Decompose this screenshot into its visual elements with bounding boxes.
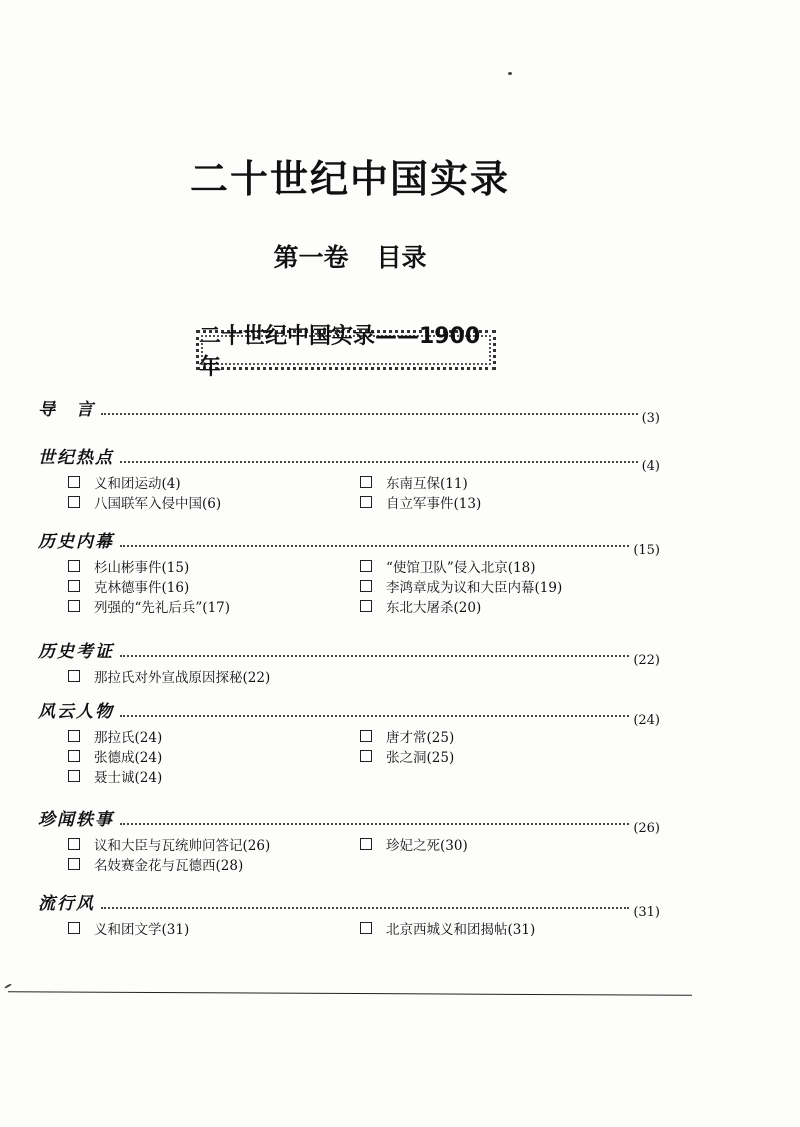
toc-section xyxy=(38,398,660,424)
section-page-number: (31) xyxy=(633,905,660,920)
toc-item[interactable] xyxy=(68,556,189,576)
toc-item[interactable] xyxy=(360,834,468,854)
checkbox-icon xyxy=(360,730,372,742)
toc-section-header[interactable] xyxy=(38,892,660,920)
checkbox-icon xyxy=(68,580,80,592)
toc-item-label: 义和团文学(31) xyxy=(94,922,190,938)
toc-section xyxy=(38,892,660,938)
section-page-number: (15) xyxy=(633,543,660,558)
toc-item-label: 列强的“先礼后兵”(17) xyxy=(94,600,231,616)
section-page-number: (26) xyxy=(633,821,660,836)
dot-leader xyxy=(120,655,629,657)
toc-item[interactable] xyxy=(360,492,481,512)
section-page-number: (22) xyxy=(633,653,660,668)
toc-item-label: 议和大臣与瓦统帅问答记(26) xyxy=(94,838,271,854)
dot-leader xyxy=(120,715,629,717)
toc-section xyxy=(38,530,660,616)
toc-item[interactable] xyxy=(360,726,454,746)
toc-section xyxy=(38,640,660,686)
checkbox-icon xyxy=(68,750,80,762)
checkbox-icon xyxy=(360,922,372,934)
toc-item-label: 杉山彬事件(15) xyxy=(94,560,190,576)
checkbox-icon xyxy=(68,770,80,782)
section-title: 珍闻轶事 xyxy=(38,810,114,830)
toc-section xyxy=(38,808,660,874)
checkbox-icon xyxy=(360,476,372,488)
toc-item[interactable] xyxy=(68,726,162,746)
toc-item-label: 东南互保(11) xyxy=(386,476,468,492)
checkbox-icon xyxy=(360,560,372,572)
toc-item[interactable] xyxy=(360,472,468,492)
scan-speck xyxy=(4,983,12,989)
checkbox-icon xyxy=(360,600,372,612)
toc-item[interactable] xyxy=(68,834,270,854)
toc-item[interactable] xyxy=(360,596,481,616)
checkbox-icon xyxy=(360,496,372,508)
dot-leader xyxy=(120,461,638,463)
section-title: 历史考证 xyxy=(38,642,114,662)
toc-item[interactable] xyxy=(68,918,189,938)
toc-item[interactable] xyxy=(68,766,162,786)
toc-item[interactable] xyxy=(68,576,189,596)
checkbox-icon xyxy=(68,858,80,870)
toc-item-label: 聂士诚(24) xyxy=(94,770,163,786)
checkbox-icon xyxy=(360,580,372,592)
toc-item-label: 那拉氏对外宣战原因探秘(22) xyxy=(94,670,271,686)
section-title: 历史内幕 xyxy=(38,532,114,552)
toc-item-label: 张之洞(25) xyxy=(386,750,455,766)
toc-item-label: 自立军事件(13) xyxy=(386,496,482,512)
toc-item[interactable] xyxy=(360,746,454,766)
toc-item[interactable] xyxy=(360,576,562,596)
toc-section-header[interactable] xyxy=(38,640,660,668)
toc-item[interactable] xyxy=(360,556,536,576)
toc-section-header[interactable] xyxy=(38,530,660,558)
checkbox-icon xyxy=(68,838,80,850)
toc-item-label: 唐才常(25) xyxy=(386,730,455,746)
bottom-rule xyxy=(8,991,692,996)
section-title: 世纪热点 xyxy=(38,448,114,468)
toc-item-label: 李鸿章成为议和大臣内幕(19) xyxy=(386,580,563,596)
toc-item[interactable] xyxy=(68,472,181,492)
toc-item[interactable] xyxy=(68,746,162,766)
toc-item[interactable] xyxy=(360,918,535,938)
toc-section xyxy=(38,700,660,786)
scan-speck xyxy=(508,72,512,75)
toc-item-label: 东北大屠杀(20) xyxy=(386,600,482,616)
toc-item-label: 珍妃之死(30) xyxy=(386,838,468,854)
section-page-number: (24) xyxy=(633,713,660,728)
checkbox-icon xyxy=(68,670,80,682)
toc-item-label: 名妓赛金花与瓦德西(28) xyxy=(94,858,244,874)
toc-item-label: 义和团运动(4) xyxy=(94,476,181,492)
toc-item[interactable] xyxy=(68,492,221,512)
toc-item[interactable] xyxy=(68,596,230,616)
toc-item-label: 张德成(24) xyxy=(94,750,163,766)
dot-leader xyxy=(120,823,629,825)
book-title: 二十世纪中国实录 xyxy=(189,157,510,201)
checkbox-icon xyxy=(68,730,80,742)
checkbox-icon xyxy=(68,496,80,508)
checkbox-icon xyxy=(360,838,372,850)
checkbox-icon xyxy=(68,476,80,488)
toc-label: 目录 xyxy=(376,243,427,272)
year-heading: 二十世纪中国实录——1900 年 xyxy=(199,324,481,380)
toc-item-label: 北京西城义和团揭帖(31) xyxy=(386,922,536,938)
dot-leader xyxy=(101,907,629,909)
toc-item[interactable] xyxy=(68,666,270,686)
toc-item-label: “使馆卫队”侵入北京(18) xyxy=(386,560,536,576)
volume-subtitle xyxy=(0,238,700,274)
toc-item[interactable] xyxy=(68,854,243,874)
toc-section-header[interactable] xyxy=(38,808,660,836)
checkbox-icon xyxy=(360,750,372,762)
section-title: 导 言 xyxy=(38,400,95,420)
toc-section-header[interactable] xyxy=(38,446,660,474)
section-page-number: (4) xyxy=(641,459,660,474)
toc-section-header[interactable] xyxy=(38,398,660,426)
toc-item-label: 克林德事件(16) xyxy=(94,580,190,596)
volume-label: 第一卷 xyxy=(273,243,349,272)
checkbox-icon xyxy=(68,922,80,934)
year-heading-box xyxy=(196,324,496,380)
toc-section-header[interactable] xyxy=(38,700,660,728)
toc-item-label: 那拉氏(24) xyxy=(94,730,163,746)
section-title: 流行风 xyxy=(38,894,95,914)
section-page-number: (3) xyxy=(641,411,660,426)
checkbox-icon xyxy=(68,600,80,612)
dot-leader xyxy=(120,545,629,547)
checkbox-icon xyxy=(68,560,80,572)
section-title: 风云人物 xyxy=(38,702,114,722)
dot-leader xyxy=(101,413,638,415)
toc-section xyxy=(38,446,660,512)
toc-item-label: 八国联军入侵中国(6) xyxy=(94,496,222,512)
